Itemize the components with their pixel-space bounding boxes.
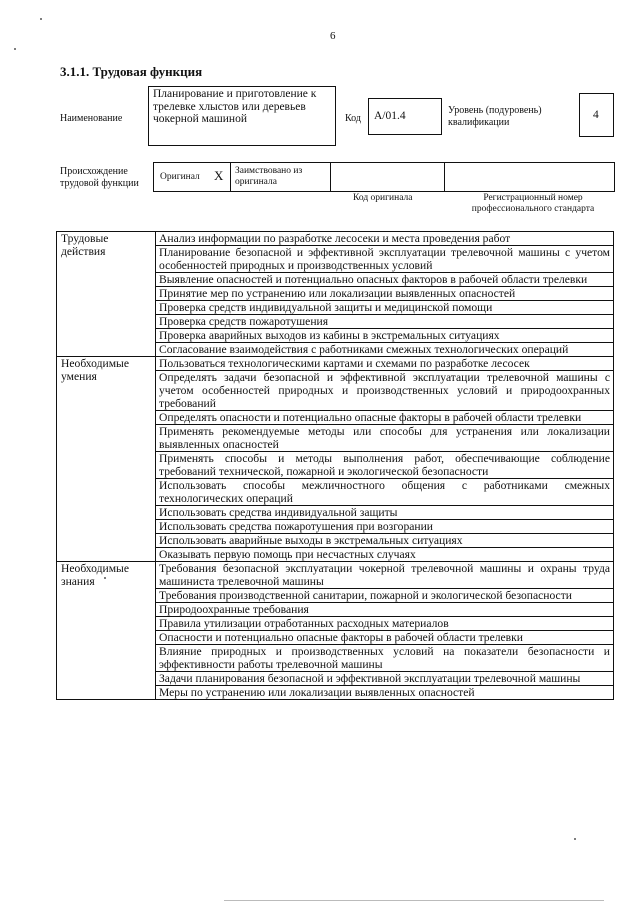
code-caption: Код оригинала [353,193,413,203]
item-cell: Использовать аварийные выходы в экстремальных ситуациях [156,534,614,548]
item-cell: Пользоваться технологическими картами и схемами по разработке лесосек [156,357,614,371]
item-cell: Требования безопасной эксплуатации чокерной трелевочной машины и охраны труда машиниста трелевочной машины [156,562,614,589]
category-cell: Трудовые действия [57,232,156,357]
origin-table [153,162,615,192]
item-cell: Определять задачи безопасной и эффективной эксплуатации трелевочной машины с учетом особенностей природных и производственных условий и природоохранных требований [156,371,614,411]
function-table [56,231,614,700]
scan-speck [574,838,576,840]
item-cell: Природоохранные требования [156,603,614,617]
item-cell: Согласование взаимодействия с работниками смежных технологических операций [156,343,614,357]
item-cell: Применять способы и методы выполнения работ, обеспечивающие соблюдение требований технической, пожарной и экологической безопасности [156,452,614,479]
code-label: Код [345,113,361,124]
item-cell: Задачи планирования безопасной и эффективной эксплуатации трелевочной машины [156,672,614,686]
origin-label: Происхождение трудовой функции [60,166,139,189]
scan-speck [14,48,16,50]
item-cell: Использовать способы межличностного общения с работниками смежных технологических операций [156,479,614,506]
item-cell: Определять опасности и потенциально опасные факторы в рабочей области трелевки [156,411,614,425]
borrowed-label: Заимствовано из оригинала [235,166,303,187]
scan-speck [40,18,42,20]
item-cell: Применять рекомендуемые методы или способы для устранения или локализации выявленных опасностей [156,425,614,452]
item-cell: Оказывать первую помощь при несчастных случаях [156,548,614,562]
section-title: 3.1.1. Трудовая функция [60,64,203,79]
level-label: Уровень (подуровень) квалификации [448,105,542,128]
level-value: 4 [579,93,614,137]
item-cell: Принятие мер по устранению или локализации выявленных опасностей [156,287,614,301]
table-row [57,562,614,589]
item-cell: Использовать средства пожаротушения при возгорании [156,520,614,534]
original-mark: X [214,168,224,183]
table-row [57,357,614,371]
category-cell: Необходимые знания [57,562,156,700]
scan-edge-line [224,900,604,901]
item-cell: Влияние природных и производственных условий на показатели безопасности и эффективности работы трелевочной машины [156,645,614,672]
item-cell: Использовать средства индивидуальной защиты [156,506,614,520]
item-cell: Выявление опасностей и потенциально опасных факторов в рабочей области трелевки [156,273,614,287]
name-value: Планирование и приготовление к трелевке хлыстов или деревьев чокерной машиной [148,86,336,146]
item-cell: Требования производственной санитарии, пожарной и экологической безопасности [156,589,614,603]
name-label: Наименование [60,113,123,124]
page-number: 6 [330,30,336,42]
item-cell: Планирование безопасной и эффективной эксплуатации трелевочной машины с учетом особенностей природных и производственных условий [156,246,614,273]
item-cell: Проверка аварийных выходов из кабины в экстремальных ситуациях [156,329,614,343]
item-cell: Опасности и потенциально опасные факторы в рабочей области трелевки [156,631,614,645]
item-cell: Меры по устранению или локализации выявленных опасностей [156,686,614,700]
item-cell: Проверка средств индивидуальной защиты и медицинской помощи [156,301,614,315]
reg-caption: Регистрационный номер профессионального стандарта [471,193,595,214]
category-cell: Необходимые умения [57,357,156,562]
item-cell: Анализ информации по разработке лесосеки и места проведения работ [156,232,614,246]
original-label: Оригинал [160,172,200,182]
table-row [57,232,614,246]
item-cell: Проверка средств пожаротушения [156,315,614,329]
item-cell: Правила утилизации отработанных расходных материалов [156,617,614,631]
code-value: A/01.4 [368,98,442,135]
